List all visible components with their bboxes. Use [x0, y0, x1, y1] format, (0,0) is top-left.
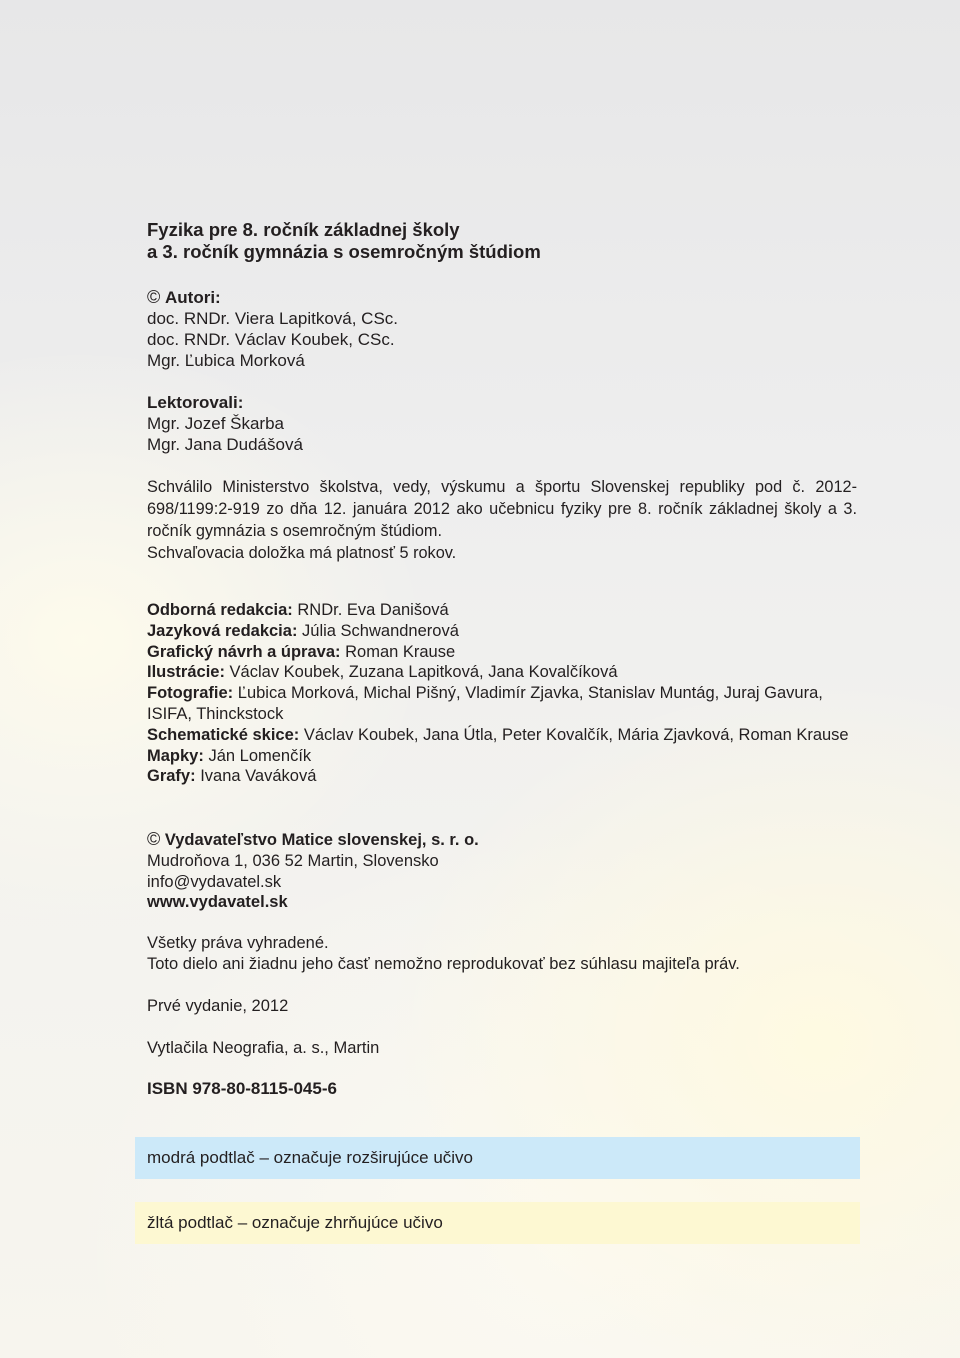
author-name: doc. RNDr. Václav Koubek, CSc. [147, 330, 395, 349]
credit-row [147, 746, 857, 767]
credit-value: Ľubica Morková, Michal Pišný, Vladimír Zjavka, Stanislav Muntág, Juraj Gavura, ISIFA, Thinckstock [147, 684, 823, 723]
book-title-line2: a 3. ročník gymnázia s osemročným štúdiom [147, 240, 541, 262]
reviewers-heading: Lektorovali: [147, 393, 244, 412]
legend-yellow-highlight: žltá podtlač – označuje zhrňujúce učivo [135, 1202, 860, 1244]
authors-section [147, 287, 857, 371]
rights-line1: Všetky práva vyhradené. [147, 934, 329, 952]
publisher-name: Vydavateľstvo Matice slovenskej, s. r. o. [164, 831, 479, 849]
credit-value: Václav Koubek, Jana Útla, Peter Kovalčík, Mária Zjavková, Roman Krause [303, 725, 849, 744]
publisher-name-row [147, 829, 857, 851]
copyright-symbol: © [147, 829, 161, 849]
credit-row [147, 725, 857, 746]
credit-label: Odborná redakcia: [147, 601, 293, 619]
credit-label: Fotografie: [147, 684, 234, 703]
rights-section [147, 933, 857, 975]
credit-label: Schematické skice: [147, 725, 300, 744]
edition-info: Prvé vydanie, 2012 [147, 997, 289, 1015]
author-name: doc. RNDr. Viera Lapitková, CSc. [147, 309, 399, 328]
credit-row [147, 621, 857, 642]
isbn: ISBN 978-80-8115-045-6 [147, 1079, 337, 1098]
publisher-section [147, 829, 857, 913]
printer-info: Vytlačila Neografia, a. s., Martin [147, 1039, 380, 1057]
publisher-website: www.vydavatel.sk [147, 893, 288, 912]
credit-label: Ilustrácie: [147, 663, 225, 682]
authors-heading-label: Autori: [165, 288, 221, 307]
authors-heading [147, 287, 857, 308]
credit-row [147, 766, 857, 787]
credit-label: Grafy: [147, 767, 196, 786]
credit-row [147, 600, 857, 621]
publisher-email: info@vydavatel.sk [147, 872, 282, 891]
copyright-symbol: © [147, 287, 161, 307]
credit-label: Mapky: [147, 746, 204, 765]
credit-value: Ján Lomenčík [208, 746, 312, 765]
approval-text: Schválilo Ministerstvo školstva, vedy, výskumu a športu Slovenskej republiky pod č. 2012-698/1199:2-919 zo dňa 12. januára 2012 ako učebnicu fyziky pre 8. ročník základnej školy a 3. ročník gymnázia s osemročným štúdiom. [147, 478, 857, 540]
legend-blue-highlight: modrá podtlač – označuje rozširujúce učivo [135, 1137, 860, 1179]
credit-value: Ivana Vaváková [200, 767, 317, 786]
credit-row [147, 662, 857, 683]
publisher-address: Mudroňova 1, 036 52 Martin, Slovensko [147, 851, 439, 870]
credit-value: Václav Koubek, Zuzana Lapitková, Jana Kovalčíková [229, 663, 618, 682]
reviewer-name: Mgr. Jana Dudášová [147, 435, 303, 454]
approval-validity: Schvaľovacia doložka má platnosť 5 rokov. [147, 544, 457, 562]
reviewers-section [147, 392, 857, 455]
book-title [147, 219, 857, 262]
credit-label: Grafický návrh a úprava: [147, 642, 341, 661]
book-title-line1: Fyzika pre 8. ročník základnej školy [147, 219, 460, 240]
reviewer-name: Mgr. Jozef Škarba [147, 414, 285, 433]
credit-row [147, 642, 857, 663]
credit-value: Júlia Schwandnerová [302, 621, 459, 640]
credits-section [147, 600, 857, 787]
credit-value: RNDr. Eva Danišová [297, 601, 449, 619]
rights-line2: Toto dielo ani žiadnu jeho časť nemožno reprodukovať bez súhlasu majiteľa práv. [147, 954, 740, 973]
credit-row [147, 683, 857, 725]
approval-section [147, 476, 857, 564]
credit-label: Jazyková redakcia: [147, 621, 298, 640]
author-name: Mgr. Ľubica Morková [147, 351, 305, 370]
credit-value: Roman Krause [345, 642, 456, 661]
